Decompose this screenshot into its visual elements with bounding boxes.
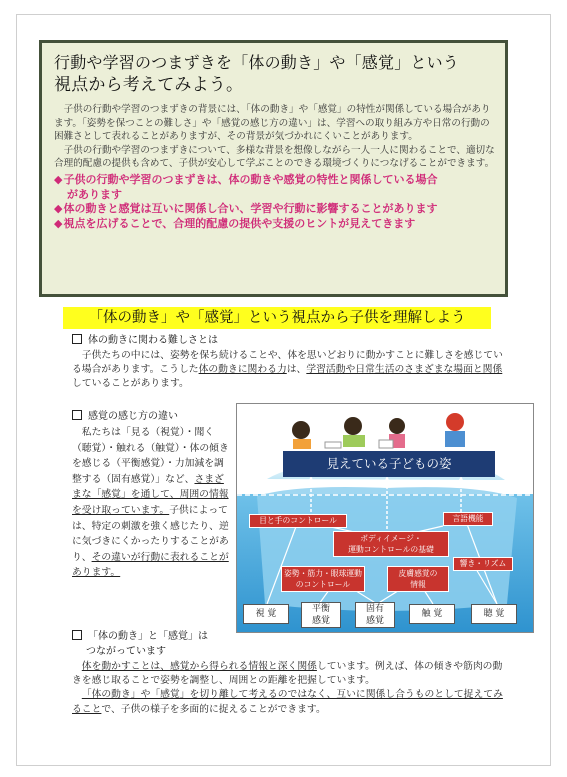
intro-title-line2: 視点から考えてみよう。 bbox=[54, 75, 244, 95]
label-body-image-line2: 運動コントロールの基礎 bbox=[348, 545, 434, 554]
section3-heading-line2: つながっています bbox=[86, 646, 166, 657]
intro-bullet-2 bbox=[54, 202, 495, 217]
iceberg-figure bbox=[236, 403, 534, 633]
section1-text-a: 子供たちの中には、姿勢を保ち続けることや、体を思いどおりに動かすことに難しさを感じている場合があります。こうした bbox=[72, 350, 503, 376]
section-banner: 「体の動き」や「感覚」という視点から子供を理解しよう bbox=[63, 307, 491, 329]
sense-proprioception: 固有 感覚 bbox=[355, 602, 395, 628]
label-rhythm: 響き・リズム bbox=[453, 557, 513, 571]
section2-text-ul2: その違いが行動に表れることがあります。 bbox=[72, 551, 229, 579]
section3-text-b: で、子供の様子を多面的に捉えることができます。 bbox=[101, 703, 326, 715]
intro-paragraph-2: 子供の行動や学習のつまずきについて、多様な背景を想像しながら一人一人に関わることで、適切な合理的配慮の提供も含めて、子供が安心して学ぶことのできる環境づくりにつなげることができます。 bbox=[54, 144, 495, 170]
checkbox-square-icon bbox=[72, 630, 82, 640]
sense-balance: 平衡 感覚 bbox=[301, 602, 341, 628]
section3-heading-line1: 「体の動き」と「感覚」は bbox=[88, 631, 208, 642]
label-posture bbox=[281, 566, 365, 592]
section2-heading bbox=[72, 410, 178, 424]
section2-text-b: 子供によっては、特定の刺激を強く感じたり、逆に気づきにくかったりすることがあり、 bbox=[72, 504, 229, 563]
intro-box bbox=[39, 40, 508, 297]
section1-text-ul2: 学習活動や日常生活のさまざまな場面と関係 bbox=[306, 364, 503, 376]
label-skin-line2: 情報 bbox=[410, 580, 426, 589]
section1-body bbox=[72, 349, 504, 392]
section2-text-a: 私たちは「見る（視覚）・聞く（聴覚）・触れる（触覚）・体の傾きを感じる（平衡感覚）・力加減を調整する（固有感覚）」など、 bbox=[72, 427, 229, 485]
checkbox-square-icon bbox=[72, 334, 82, 344]
section3-text-a: しています。例えば、体の傾きや筋肉の動きを感じ取ることで姿勢を調整し、周囲との距離を把握しています。 bbox=[72, 661, 503, 687]
intro-bullet-1-text: 子供の行動や学習のつまずきは、体の動きや感覚の特性と関係している場合 bbox=[63, 172, 438, 186]
section2-heading-text: 感覚の感じ方の違い bbox=[88, 411, 178, 422]
intro-bullet-1 bbox=[54, 173, 495, 188]
intro-bullets bbox=[54, 173, 495, 231]
section1-heading bbox=[72, 334, 218, 348]
section2-body bbox=[72, 425, 230, 581]
sense-hearing: 聴 覚 bbox=[471, 604, 517, 624]
label-skin-line1: 皮膚感覚の bbox=[398, 569, 438, 578]
label-skin bbox=[387, 566, 449, 592]
diamond-icon: ◆ bbox=[54, 202, 63, 216]
section2-text-ul1: さまざまな「感覚」を通して、周囲の情報を受け取っています。 bbox=[72, 473, 229, 516]
intro-bullet-2-text: 体の動きと感覚は互いに関係し合い、学習や行動に影響することがあります bbox=[63, 202, 438, 216]
section3-heading bbox=[72, 630, 208, 644]
diamond-icon: ◆ bbox=[54, 216, 63, 230]
label-posture-line1: 姿勢・筋力・眼球運動 bbox=[284, 569, 362, 578]
section1-text-ul1: 体の動きに関わる力 bbox=[198, 364, 287, 376]
sense-vision: 視 覚 bbox=[243, 604, 289, 624]
intro-title-line1: 行動や学習のつまずきを「体の動き」や「感覚」という bbox=[54, 53, 460, 72]
intro-bullet-1-cont: があります bbox=[67, 187, 122, 201]
intro-bullet-3 bbox=[54, 217, 495, 232]
section3-indent bbox=[72, 689, 82, 700]
diamond-icon: ◆ bbox=[54, 172, 63, 186]
section3-text-ul1: 体を動かすことは、感覚から得られる情報と深く関係 bbox=[81, 661, 317, 672]
label-language: 言語機能 bbox=[443, 512, 493, 526]
section3-body bbox=[72, 660, 504, 717]
label-body-image bbox=[333, 531, 449, 557]
label-body-image-line1: ボディイメージ・ bbox=[360, 534, 422, 543]
checkbox-square-icon bbox=[72, 410, 82, 420]
section1-text-b: は、 bbox=[286, 364, 307, 376]
section1-text-c: していることがあります。 bbox=[72, 378, 189, 390]
section1-heading-text: 体の動きに関わる難しさとは bbox=[88, 335, 218, 346]
label-eye-hand: 目と手のコントロール bbox=[249, 514, 347, 528]
visible-child-band: 見えている子どもの姿 bbox=[283, 451, 495, 477]
intro-bullet-3-text: 視点を広げることで、合理的配慮の提供や支援のヒントが見えてきます bbox=[63, 216, 416, 230]
label-posture-line2: のコントロール bbox=[295, 580, 351, 589]
section3-text-ul2: 「体の動き」や「感覚」を切り離して考えるのではなく、互いに関係し合うものとして捉えてみること bbox=[72, 689, 503, 715]
children-illustration bbox=[292, 413, 465, 449]
sense-touch: 触 覚 bbox=[409, 604, 455, 624]
intro-paragraph-1: 子供の行動や学習のつまずきの背景には、「体の動き」や「感覚」の特性が関係している場合があります。「姿勢を保つことの難しさ」や「感覚の感じ方の違い」は、学習への取り組み方や日常の行動の困難さとして表れることがありますが、その背景が気づかれにくいことがあります。 bbox=[54, 104, 491, 143]
intro-title bbox=[54, 51, 495, 97]
